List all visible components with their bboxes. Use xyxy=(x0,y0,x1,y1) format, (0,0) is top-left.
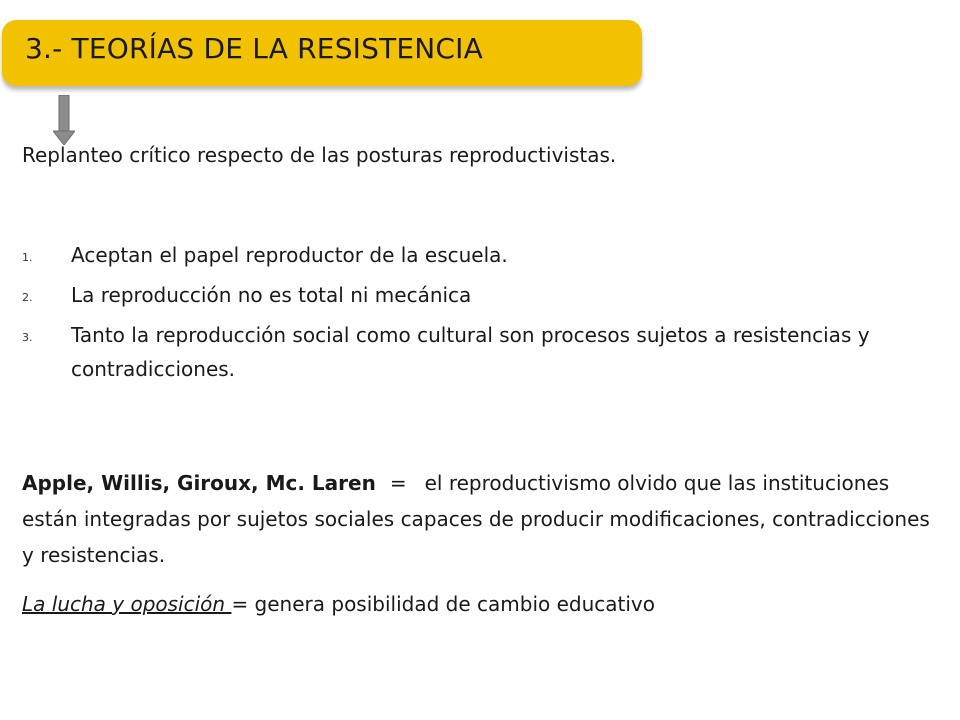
conclusion-line xyxy=(22,592,655,616)
title-banner xyxy=(2,20,642,86)
numbered-list xyxy=(22,238,922,386)
authors-names: Apple, Willis, Giroux, Mc. Laren xyxy=(22,471,376,495)
list-number: 2. xyxy=(22,291,33,304)
list-item xyxy=(22,278,922,312)
authors-claim: el reproductivismo olvido que las instituciones están integradas por sujetos sociales capaces de producir modificaciones, contradicciones y resistencias. xyxy=(22,471,930,567)
intro-text: Replanteo crítico respecto de las posturas reproductivistas. xyxy=(22,143,617,167)
authors-paragraph xyxy=(22,465,932,573)
list-item-text: Aceptan el papel reproductor de la escuela. xyxy=(71,243,508,267)
list-item-text: Tanto la reproducción social como cultural son procesos sujetos a resistencias y contradicciones. xyxy=(71,323,870,381)
down-arrow-icon xyxy=(53,95,75,145)
list-item-text: La reproducción no es total ni mecánica xyxy=(71,283,472,307)
list-number: 1. xyxy=(22,251,33,264)
list-item xyxy=(22,318,922,386)
conclusion-emphasis: La lucha y oposición xyxy=(22,592,232,616)
slide-title: 3.- TEORÍAS DE LA RESISTENCIA xyxy=(25,32,483,65)
list-item xyxy=(22,238,922,272)
list-number: 3. xyxy=(22,331,33,344)
equals-sign: = xyxy=(389,471,407,495)
equals-sign: = xyxy=(231,592,249,616)
conclusion-text: genera posibilidad de cambio educativo xyxy=(248,592,655,616)
